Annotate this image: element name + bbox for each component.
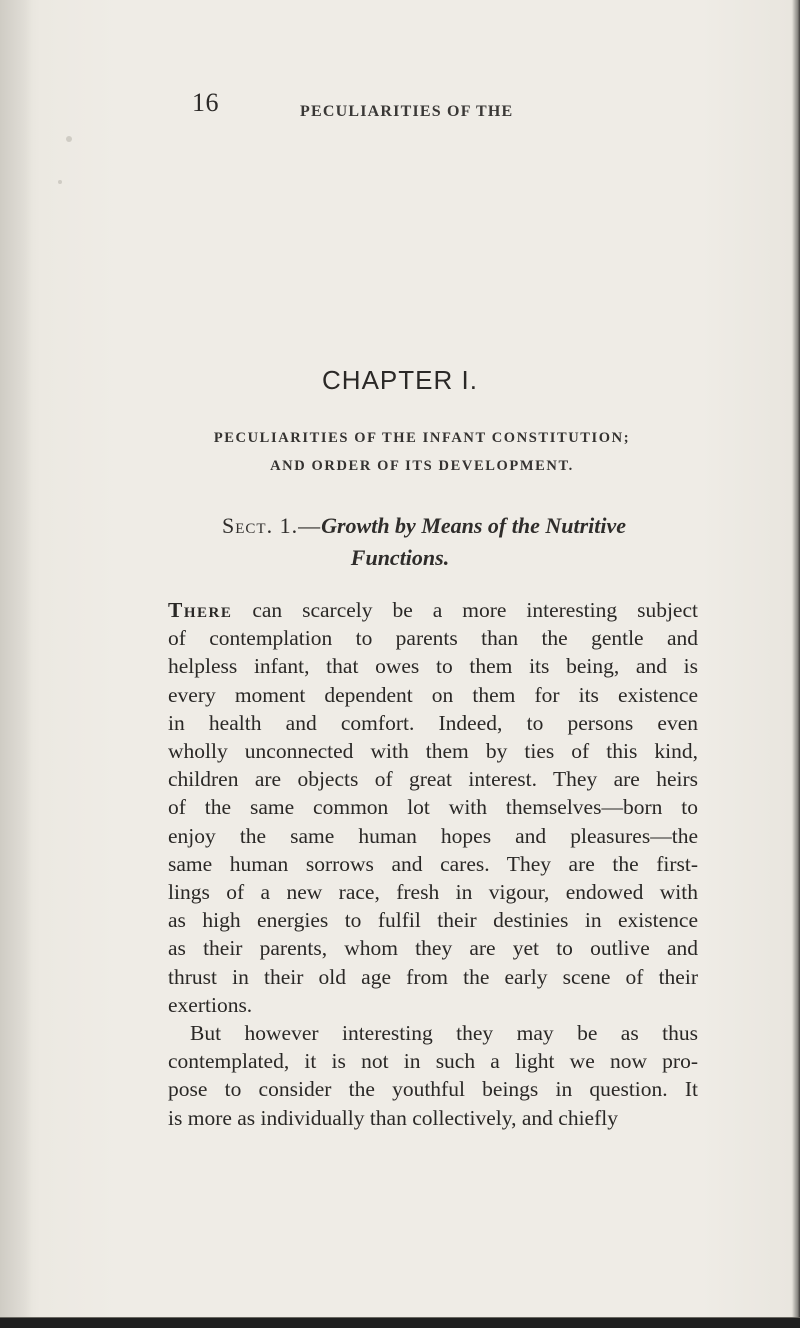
body-line: as high energies to fulfil their destinies in existence	[168, 908, 698, 933]
body-line: same human sorrows and cares. They are the first-	[168, 851, 698, 876]
body-line: pose to consider the youthful beings in question. It	[168, 1077, 698, 1102]
chapter-subtitle-line-2: AND ORDER OF ITS DEVELOPMENT.	[270, 458, 574, 474]
ink-spot	[66, 136, 72, 142]
body-line: in health and comfort. Indeed, to persons even	[168, 710, 698, 735]
chapter-subtitle-line-1: PECULIARITIES OF THE INFANT CONSTITUTION;	[213, 430, 631, 446]
opening-word: There	[168, 598, 233, 622]
scan-bottom-edge	[0, 1317, 800, 1328]
ink-spot	[58, 180, 62, 184]
chapter-title: CHAPTER I.	[322, 365, 478, 395]
body-line: as their parents, whom they are yet to outlive and	[168, 936, 698, 961]
page-right-edge	[792, 0, 800, 1328]
body-text	[168, 596, 698, 1132]
section-heading	[222, 513, 626, 539]
body-line: of the same common lot with themselves—born to	[168, 795, 698, 820]
section-label: Sect. 1.—	[222, 513, 322, 538]
body-line: exertions.	[168, 992, 253, 1017]
body-line: wholly unconnected with them by ties of this kind,	[168, 739, 698, 764]
body-line-text: can scarcely be a more interesting subject	[232, 598, 698, 622]
body-line: lings of a new race, fresh in vigour, endowed with	[168, 880, 698, 905]
page-number: 16	[192, 88, 219, 117]
section-title-line-1: Growth by Means of the Nutritive	[321, 513, 627, 538]
body-line: helpless infant, that owes to them its being, and is	[168, 654, 698, 679]
body-line: every moment dependent on them for its existence	[168, 682, 698, 707]
body-line: of contemplation to parents than the gentle and	[168, 626, 698, 651]
body-line: But however interesting they may be as thus	[190, 1021, 698, 1046]
body-line: enjoy the same human hopes and pleasures—the	[168, 823, 698, 848]
body-line: contemplated, it is not in such a light we now pro-	[168, 1049, 698, 1074]
section-title-line-2: Functions.	[350, 545, 450, 570]
body-line: is more as individually than collectively, and chiefly	[168, 1105, 618, 1130]
page-left-edge	[0, 0, 32, 1328]
body-line: thrust in their old age from the early scene of their	[168, 964, 698, 989]
running-head: PECULIARITIES OF THE	[300, 103, 514, 120]
body-line: children are objects of great interest. They are heirs	[168, 767, 698, 792]
body-line	[168, 596, 698, 624]
